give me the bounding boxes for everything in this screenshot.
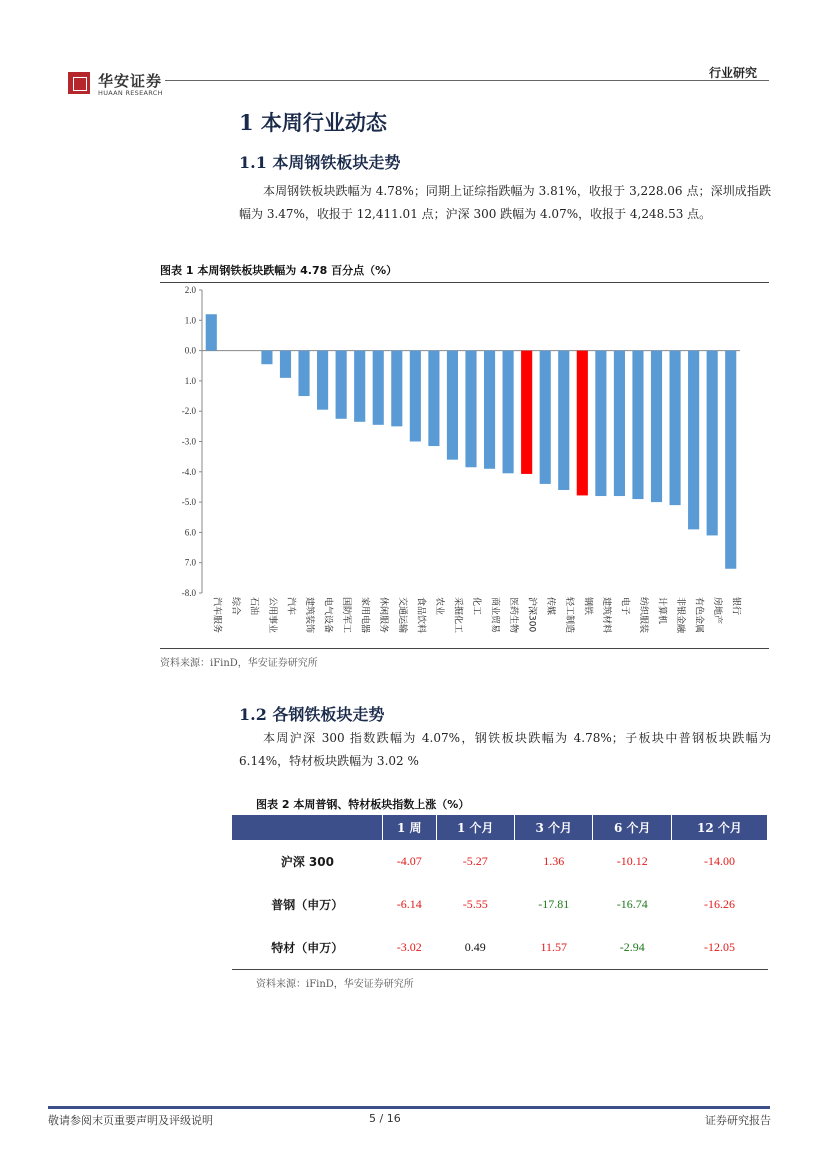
x-tick-label: 计算机: [656, 597, 667, 625]
figure-2-title: 图表 2 本周普钢、特材板块指数上涨（%）: [256, 798, 470, 811]
bar: [465, 351, 476, 468]
paragraph-1: 本周钢铁板块跌幅为 4.78%；同期上证综指跌幅为 3.81%，收报于 3,228.06 点；深圳成指跌幅为 3.47%，收报于 12,411.01 点；沪深 300 跌幅为 4.07%，收报于 4,248.53 点。: [239, 184, 771, 221]
y-tick-label: -4.0: [181, 466, 196, 477]
bar: [614, 351, 625, 496]
table-cell: 0.49: [464, 940, 486, 954]
table-cell: -16.26: [703, 897, 735, 911]
subsection-title-1: 1.1 本周钢铁板块走势: [239, 153, 401, 172]
figure-1-bottom-rule: [160, 648, 769, 649]
figure-1-source: 资料来源：iFinD，华安证券研究所: [160, 658, 318, 669]
y-tick-label: -3.0: [181, 436, 196, 447]
bar: [410, 351, 421, 442]
row-label: 沪深 300: [280, 855, 334, 869]
x-tick-label: 建筑材料: [600, 597, 611, 634]
table-cell: -10.12: [616, 854, 648, 868]
bar: [298, 351, 309, 396]
table-header: 1 个月: [436, 815, 514, 840]
y-tick-label: 1.0: [184, 315, 196, 326]
x-tick-label: 交通运输: [396, 597, 407, 634]
table-row: [232, 926, 768, 969]
x-tick-label: 汽车: [285, 597, 296, 616]
x-tick-label: 纺织服装: [637, 597, 648, 634]
bar: [558, 351, 569, 490]
y-tick-label: -8.0: [181, 588, 196, 598]
bar: [725, 351, 736, 569]
bar: [521, 351, 532, 474]
x-tick-label: 石油: [248, 597, 259, 616]
x-tick-label: 医药生物: [508, 597, 519, 634]
y-tick-label: 2.0: [184, 285, 196, 295]
table-cell: -3.02: [396, 940, 422, 954]
logo-text: 华安证券: [98, 72, 163, 90]
bar: [632, 351, 643, 499]
bar: [503, 351, 514, 474]
row-label: 特材（申万）: [271, 941, 344, 955]
bar: [373, 351, 384, 425]
bar: [595, 351, 606, 496]
y-tick-label: 7.0: [184, 557, 196, 568]
bar: [651, 351, 662, 503]
x-tick-label: 有色金属: [693, 597, 704, 634]
y-tick-label: 1.0: [184, 375, 196, 386]
logo-subtitle: HUAAN RESEARCH: [98, 89, 163, 97]
x-tick-label: 汽车服务: [211, 597, 222, 634]
x-tick-label: 采掘化工: [452, 597, 463, 634]
table-cell: -5.27: [462, 854, 488, 868]
x-tick-label: 综合: [229, 597, 240, 616]
bar: [354, 351, 365, 422]
footer-report-type: 证券研究报告: [705, 1114, 771, 1127]
x-tick-label: 电子: [619, 597, 630, 616]
table-row: [232, 883, 768, 926]
bar: [577, 351, 588, 496]
x-tick-label: 国防军工: [341, 597, 352, 634]
table-header: 1 周: [383, 815, 436, 840]
table-cell: -17.81: [538, 897, 570, 911]
bar: [317, 351, 328, 410]
bar: [688, 351, 699, 530]
figure-2-source: 资料来源：iFinD，华安证券研究所: [256, 979, 414, 990]
bar-chart: [160, 283, 769, 647]
bar: [261, 351, 272, 365]
bar: [336, 351, 347, 419]
paragraph-2: 本周沪深 300 指数跌幅为 4.07%，钢铁板块跌幅为 4.78%；子板块中普钢板块跌幅为 6.14%，特材板块跌幅为 3.02 %: [239, 731, 771, 768]
x-tick-label: 轻工制造: [563, 597, 574, 634]
table-cell: -16.74: [616, 897, 648, 911]
x-tick-label: 建筑装饰: [304, 597, 315, 634]
x-tick-label: 公用事业: [266, 597, 277, 634]
bar: [280, 351, 291, 378]
x-tick-label: 化工: [471, 597, 481, 616]
performance-table: [232, 815, 768, 969]
bar: [707, 351, 718, 536]
figure-1-title: 图表 1 本周钢铁板块跌幅为 4.78 百分点（%）: [160, 264, 398, 277]
row-label: 普钢（申万）: [271, 898, 344, 912]
x-tick-label: 食品饮料: [415, 597, 426, 634]
bar: [391, 351, 402, 427]
table-cell: -12.05: [703, 940, 735, 954]
section-label: 行业研究: [708, 66, 757, 80]
bar: [206, 314, 217, 350]
x-tick-label: 电气设备: [322, 597, 333, 634]
footer-disclaimer: 敬请参阅末页重要声明及评级说明: [48, 1114, 213, 1127]
table-cell: -4.07: [396, 854, 422, 868]
bar: [428, 351, 439, 446]
page-number: 5 / 16: [369, 1112, 401, 1125]
table-header: 12 个月: [671, 815, 767, 840]
x-tick-label: 传媒: [545, 597, 556, 616]
table-cell: 11.57: [540, 940, 567, 954]
table-row: [232, 840, 768, 883]
x-tick-label: 房地产: [712, 597, 723, 625]
table-header: 6 个月: [593, 815, 671, 840]
x-tick-label: 非银金融: [675, 597, 686, 634]
header-divider: [165, 80, 769, 81]
table-cell: -5.55: [462, 897, 488, 911]
table-cell: 1.36: [543, 854, 565, 868]
bar: [540, 351, 551, 484]
table-cell: -14.00: [703, 854, 735, 868]
footer-divider: [48, 1106, 770, 1109]
y-tick-label: 6.0: [184, 527, 196, 538]
logo-icon: [68, 72, 90, 94]
x-tick-label: 家用电器: [359, 597, 370, 634]
bar: [484, 351, 495, 469]
table-cell: -2.94: [619, 940, 645, 954]
x-tick-label: 钢铁: [582, 597, 593, 616]
bar: [447, 351, 458, 460]
x-tick-label: 商业贸易: [489, 597, 500, 634]
table-header-row: [232, 815, 768, 840]
x-tick-label: 沪深300: [526, 597, 537, 633]
y-tick-label: -5.0: [181, 497, 196, 508]
x-tick-label: 银行: [730, 597, 741, 616]
table-cell: -6.14: [396, 897, 422, 911]
table-bottom-rule: [232, 969, 768, 970]
subsection-title-2: 1.2 各钢铁板块走势: [239, 705, 385, 724]
table-header: 3 个月: [514, 815, 592, 840]
x-tick-label: 农业: [433, 597, 444, 616]
x-tick-label: 休闲服务: [378, 597, 389, 634]
y-tick-label: -2.0: [181, 406, 196, 417]
bar: [670, 351, 681, 506]
section-title: 1 本周行业动态: [239, 110, 387, 135]
table-header: [232, 815, 383, 840]
y-tick-label: 0.0: [184, 345, 196, 356]
